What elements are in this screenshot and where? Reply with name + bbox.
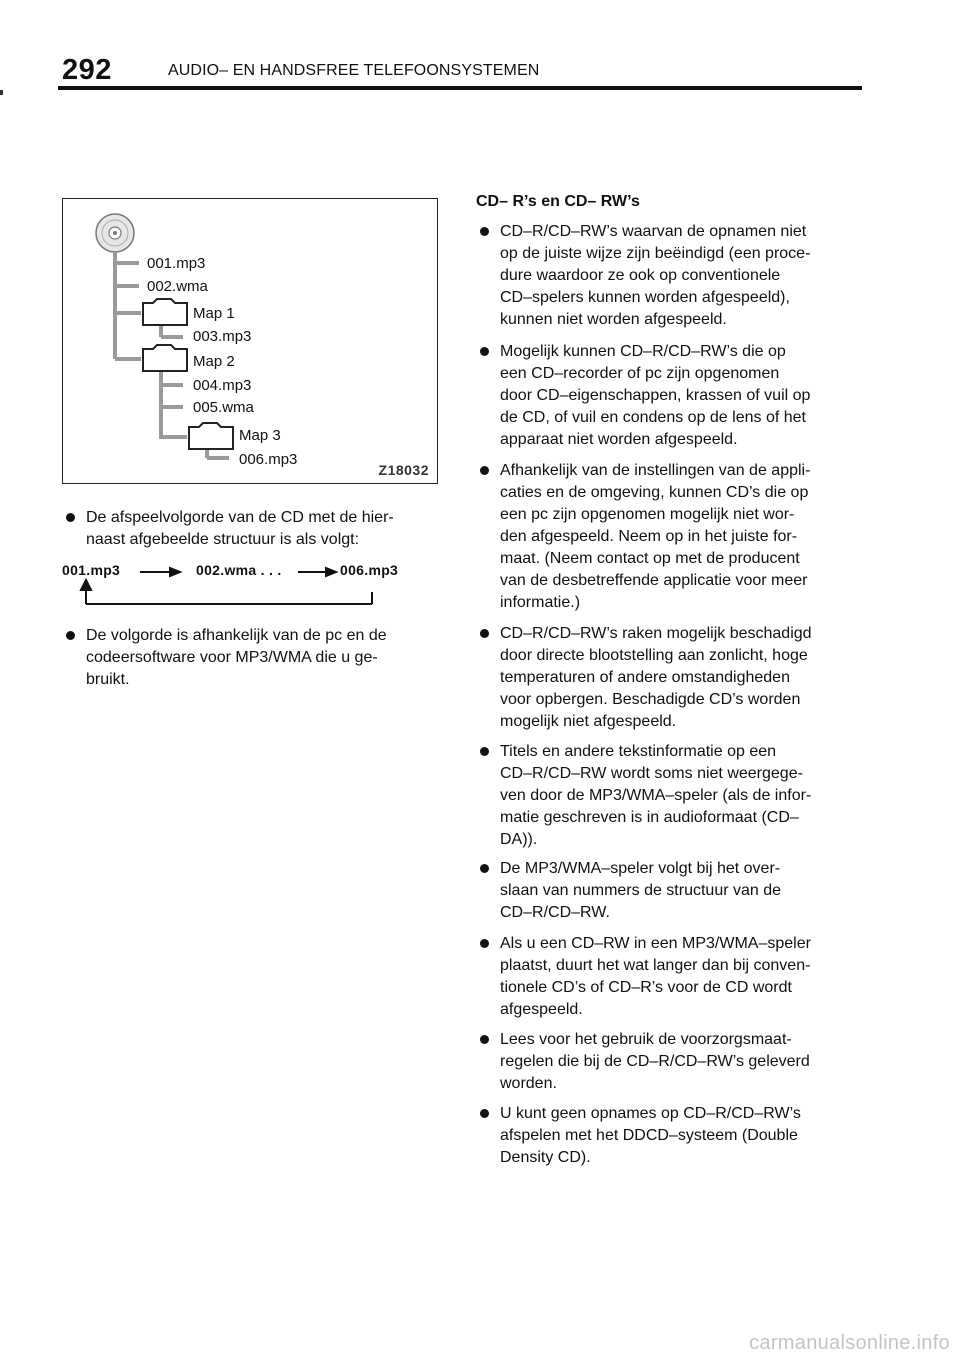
left-bullet-2-line-1: De volgorde is afhankelijk van de pc en de bbox=[86, 627, 387, 644]
right-bullet-2-line: apparaat niet worden afgespeeld. bbox=[500, 431, 738, 448]
left-bullet-1-line-2: naast afgebeelde structuur is als volgt: bbox=[86, 531, 360, 548]
left-bullet-1-line-1: De afspeelvolgorde van de CD met de hier- bbox=[86, 509, 394, 526]
left-bullet-1 bbox=[62, 507, 466, 551]
folder-structure-figure bbox=[62, 198, 438, 484]
right-bullet-9 bbox=[476, 1103, 900, 1169]
left-bullet-2-line-2: codeersoftware voor MP3/WMA die u ge- bbox=[86, 649, 378, 666]
right-bullet-5-line: Titels en andere tekstinformatie op een bbox=[500, 743, 777, 760]
left-bullet-2 bbox=[62, 625, 466, 691]
right-bullet-3 bbox=[476, 460, 900, 614]
folder-icon-map-2 bbox=[143, 345, 187, 371]
right-bullet-3-line: den afgespeeld. Neem op in het juiste for- bbox=[500, 528, 798, 545]
right-bullet-6-line: slaan van nummers de structuur van de bbox=[500, 882, 782, 899]
right-bullet-4-line: voor opbergen. Beschadigde CD’s worden bbox=[500, 691, 801, 708]
right-bullet-8-line: regelen die bij de CD–R/CD–RW’s geleverd bbox=[500, 1053, 810, 1070]
right-bullet-3-line: Afhankelijk van de instellingen van de appli- bbox=[500, 462, 811, 479]
right-bullet-6-line: De MP3/WMA–speler volgt bij het over- bbox=[500, 860, 781, 877]
right-bullet-5-line: matie geschreven is in audioformaat (CD– bbox=[500, 809, 799, 826]
folder-icon-map-1 bbox=[143, 299, 187, 325]
sequence-middle-file: 002.wma . . . bbox=[196, 562, 282, 578]
right-bullet-3-line: maat. (Neem contact op met de producent bbox=[500, 550, 800, 567]
watermark: carmanualsonline.info bbox=[749, 1332, 950, 1354]
right-bullet-3-line: een pc zijn opgenomen mogelijk niet wor- bbox=[500, 506, 795, 523]
right-bullet-1-line: CD–spelers kunnen worden afgespeeld), bbox=[500, 289, 790, 306]
left-bullet-2-line-3: bruikt. bbox=[86, 671, 130, 688]
sequence-first-file: 001.mp3 bbox=[62, 562, 121, 578]
right-bullet-3-line: informatie.) bbox=[500, 594, 581, 611]
right-bullet-1-line: kunnen niet worden afgespeeld. bbox=[500, 311, 727, 328]
right-bullet-5-line: CD–R/CD–RW wordt soms niet weergege- bbox=[500, 765, 803, 782]
right-bullet-6 bbox=[476, 858, 900, 924]
right-bullet-7 bbox=[476, 933, 900, 1021]
right-bullet-5-line: ven door de MP3/WMA–speler (als de infor- bbox=[500, 787, 812, 804]
play-sequence-diagram bbox=[62, 558, 422, 618]
right-bullet-9-line: U kunt geen opnames op CD–R/CD–RW’s bbox=[500, 1105, 801, 1122]
right-bullet-4-line: temperaturen of andere omstandigheden bbox=[500, 669, 790, 686]
page-number: 292 bbox=[62, 54, 112, 86]
right-bullet-4 bbox=[476, 623, 900, 733]
file-005-label: 005.wma bbox=[193, 399, 254, 416]
file-002-label: 002.wma bbox=[147, 278, 208, 295]
right-bullet-8-line: worden. bbox=[500, 1075, 557, 1092]
right-bullet-7-line: afgespeeld. bbox=[500, 1001, 583, 1018]
right-bullet-1 bbox=[476, 221, 900, 331]
right-bullet-8-line: Lees voor het gebruik de voorzorgsmaat- bbox=[500, 1031, 792, 1048]
right-bullet-2-line: de CD, of vuil en condens op de lens of het bbox=[500, 409, 806, 426]
right-bullet-6-line: CD–R/CD–RW. bbox=[500, 904, 610, 921]
figure-code: Z18032 bbox=[378, 462, 429, 478]
right-bullet-5-line: DA)). bbox=[500, 831, 538, 848]
right-bullet-5 bbox=[476, 741, 900, 851]
running-header: AUDIO– EN HANDSFREE TELEFOONSYSTEMEN bbox=[168, 62, 540, 79]
right-bullet-7-line: plaatst, duurt het wat langer dan bij conven- bbox=[500, 957, 811, 974]
right-bullet-1-line: op de juiste wijze zijn beëindigd (een proce- bbox=[500, 245, 811, 262]
right-bullet-3-line: van de desbetreffende applicatie voor meer bbox=[500, 572, 808, 589]
folder-map-1-label: Map 1 bbox=[193, 305, 235, 322]
right-bullet-4-line: mogelijk niet afgespeeld. bbox=[500, 713, 677, 730]
file-001-label: 001.mp3 bbox=[147, 255, 206, 272]
cd-disc-icon bbox=[96, 214, 134, 252]
right-bullet-1-line: CD–R/CD–RW’s waarvan de opnamen niet bbox=[500, 223, 807, 240]
folder-icon-map-3 bbox=[189, 423, 233, 449]
file-006-label: 006.mp3 bbox=[239, 451, 298, 468]
folder-map-3-label: Map 3 bbox=[239, 427, 281, 444]
sequence-last-file: 006.mp3 bbox=[340, 562, 399, 578]
right-bullet-8 bbox=[476, 1029, 900, 1095]
file-004-label: 004.mp3 bbox=[193, 377, 252, 394]
section-heading: CD– R’s en CD– RW’s bbox=[476, 193, 640, 210]
margin-mark bbox=[0, 90, 3, 95]
right-bullet-2-line: door CD–eigenschappen, krassen of vuil op bbox=[500, 387, 811, 404]
right-bullet-4-line: door directe blootstelling aan zonlicht, hoge bbox=[500, 647, 808, 664]
right-bullet-9-line: afspelen met het DDCD–systeem (Double bbox=[500, 1127, 798, 1144]
right-bullet-2 bbox=[476, 341, 900, 451]
right-bullet-2-line: Mogelijk kunnen CD–R/CD–RW’s die op bbox=[500, 343, 786, 360]
right-bullet-7-line: tionele CD’s of CD–R’s voor de CD wordt bbox=[500, 979, 792, 996]
file-003-label: 003.mp3 bbox=[193, 328, 252, 345]
right-bullet-4-line: CD–R/CD–RW’s raken mogelijk beschadigd bbox=[500, 625, 812, 642]
header-rule bbox=[58, 86, 862, 90]
right-bullet-7-line: Als u een CD–RW in een MP3/WMA–speler bbox=[500, 935, 811, 952]
right-bullet-2-line: een CD–recorder of pc zijn opgenomen bbox=[500, 365, 780, 382]
right-bullet-1-line: dure waardoor ze ook op conventionele bbox=[500, 267, 781, 284]
right-bullet-3-line: caties en de omgeving, kunnen CD’s die op bbox=[500, 484, 809, 501]
right-bullet-9-line: Density CD). bbox=[500, 1149, 591, 1166]
folder-map-2-label: Map 2 bbox=[193, 353, 235, 370]
